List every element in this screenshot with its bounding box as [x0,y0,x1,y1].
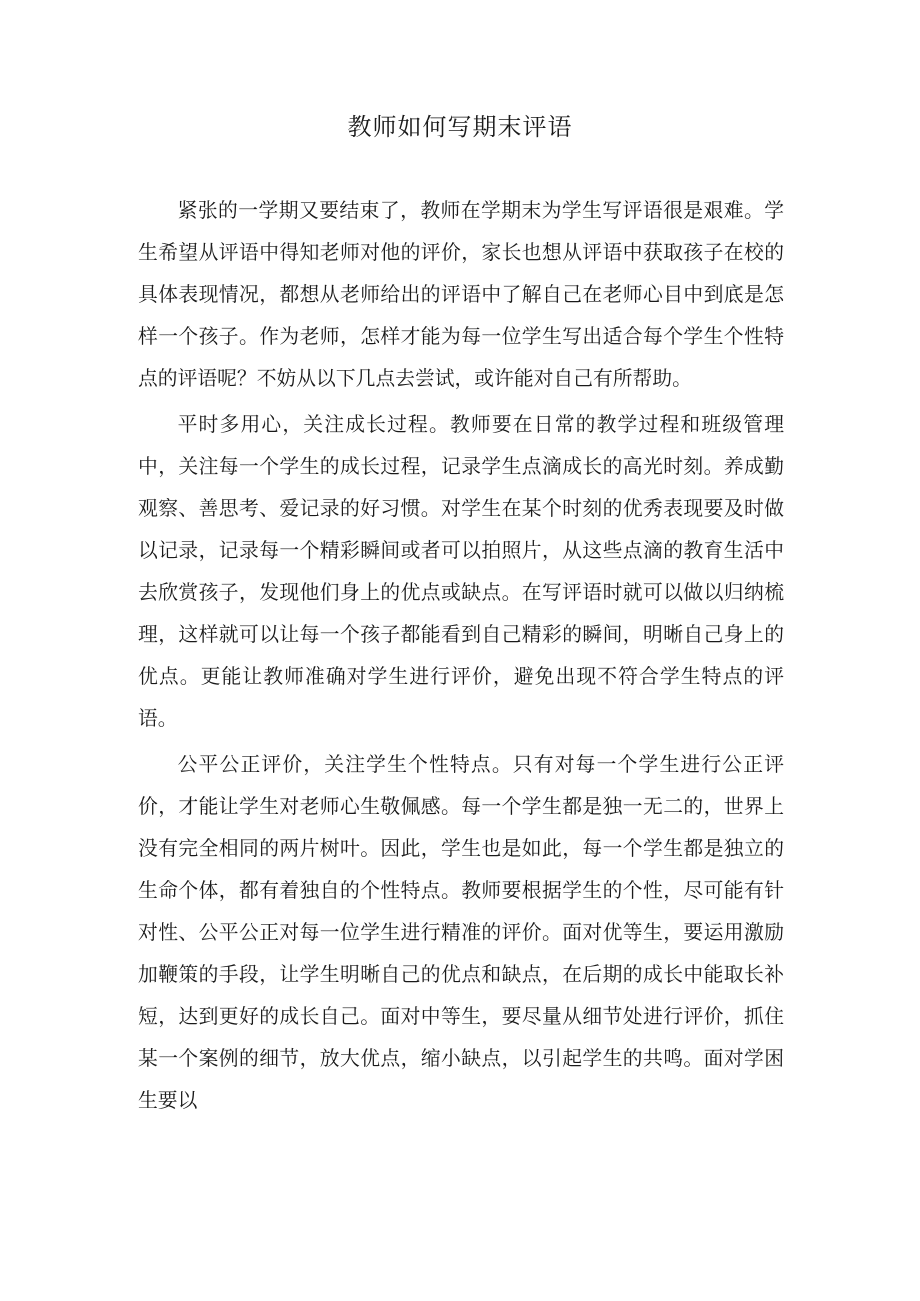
paragraph-observe-growth: 平时多用心，关注成长过程。教师要在日常的教学过程和班级管理中，关注每一个学生的成长过程，记录学生点滴成长的高光时刻。养成勤观察、善思考、爱记录的好习惯。对学生在某个时刻的优秀表现要及时做以记录，记录每一个精彩瞬间或者可以拍照片，从这些点滴的教育生活中去欣赏孩子，发现他们身上的优点或缺点。在写评语时就可以做以归纳梳理，这样就可以让每一个孩子都能看到自己精彩的瞬间，明晰自己身上的优点。更能让教师准确对学生进行评价，避免出现不符合学生特点的评语。 [138,413,784,730]
paragraph-intro: 紧张的一学期又要结束了，教师在学期末为学生写评语很是艰难。学生希望从评语中得知老师对他的评价，家长也想从评语中获取孩子在校的具体表现情况，都想从老师给出的评语中了解自己在老师心目中到底是怎样一个孩子。作为老师，怎样才能为每一位学生写出适合每个学生个性特点的评语呢？不妨从以下几点去尝试，或许能对自己有所帮助。 [138,199,784,390]
document-body [138,190,784,1126]
page-title: 教师如何写期末评语 [347,113,573,141]
paragraph-fair-evaluation: 公平公正评价，关注学生个性特点。只有对每一个学生进行公正评价，才能让学生对老师心生敬佩感。每一个学生都是独一无二的，世界上没有完全相同的两片树叶。因此，学生也是如此，每一个学生都是独立的生命个体，都有着独自的个性特点。教师要根据学生的个性，尽可能有针对性、公平公正对每一位学生进行精准的评价。面对优等生，要运用激励加鞭策的手段，让学生明晰自己的优点和缺点，在后期的成长中能取长补短，达到更好的成长自己。面对中等生，要尽量从细节处进行评价，抓住某一个案例的细节，放大优点，缩小缺点，以引起学生的共鸣。面对学困生要以 [138,753,784,1112]
